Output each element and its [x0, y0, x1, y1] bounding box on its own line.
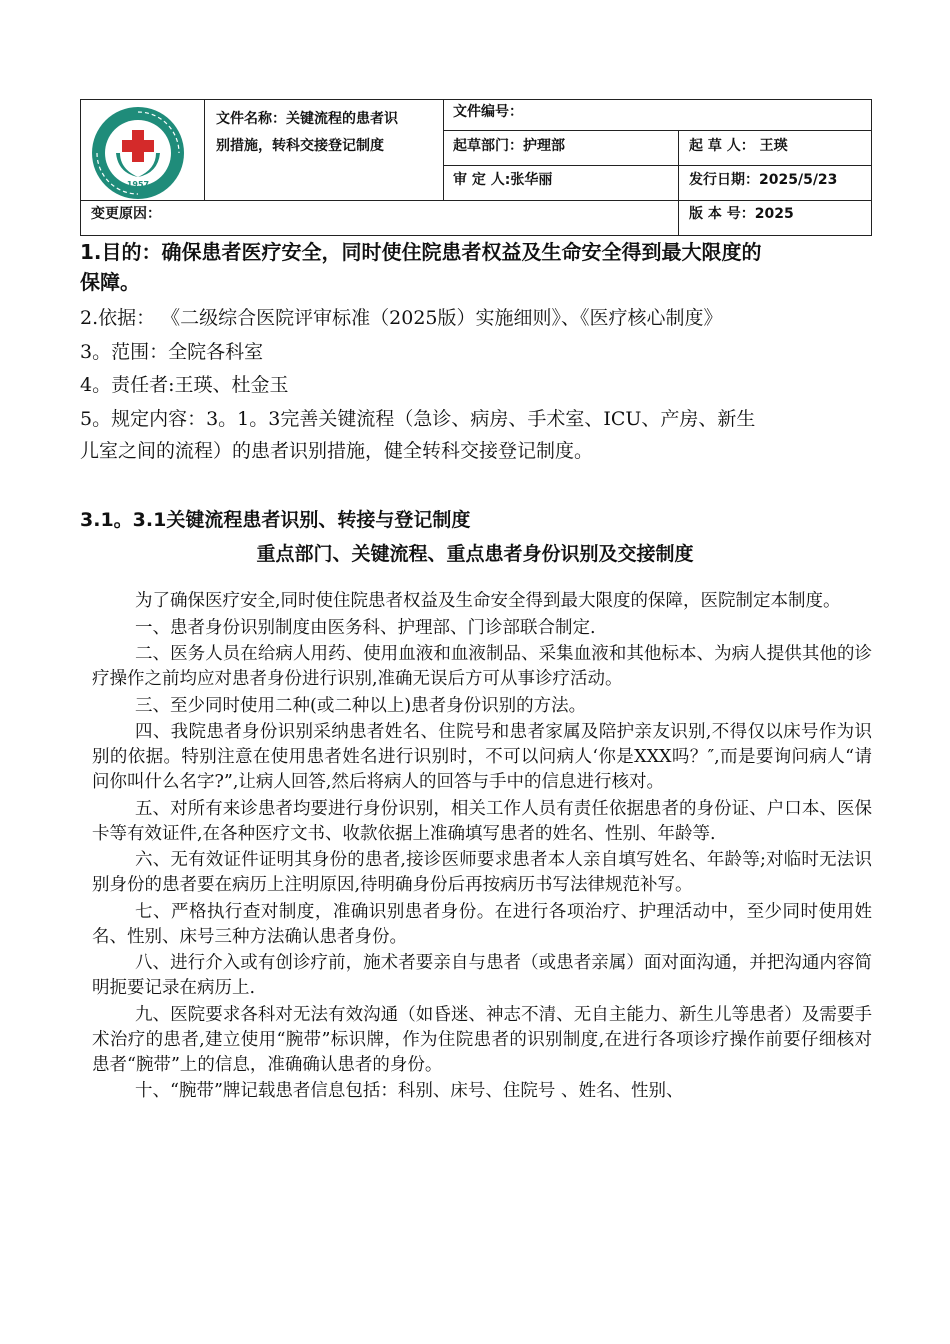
section-subtitle: 3.1。3.1关键流程患者识别、转接与登记制度	[80, 509, 471, 531]
logo-year: 1957	[126, 180, 150, 189]
policy-body	[92, 589, 872, 1106]
content-line1: 5。规定内容：3。1。3完善关键流程（急诊、病房、手术室、ICU、产房、新生	[80, 408, 756, 430]
version-number: 版 本 号：2025	[689, 206, 794, 222]
policy-paragraph: 一、患者身份识别制度由医务科、护理部、门诊部联合制定.	[135, 617, 596, 638]
content-line2: 儿室之间的流程）的患者识别措施，健全转科交接登记制度。	[80, 440, 594, 462]
reviewer: 审 定 人:张华丽	[453, 172, 553, 188]
basis-line: 2.依据： 《二级综合医院评审标准（2025版）实施细则》、《医疗核心制度》	[80, 307, 723, 329]
policy-paragraph: 四、我院患者身份识别采纳患者姓名、住院号和患者家属及陪护亲友识别,不得仅以床号作为识别的依据。特别注意在使用患者姓名进行识别时，不可以问病人‘你是XXX吗？″,而是要询问病人“请问你叫什么名字?”,让病人回答,然后将病人的回答与手中的信息进行核对。	[92, 722, 872, 792]
hospital-logo	[90, 105, 186, 201]
policy-paragraph: 二、医务人员在给病人用药、使用血液和血液制品、采集血液和其他标本、为病人提供其他的诊疗操作之前均应对患者身份进行识别,准确无误后方可从事诊疗活动。	[92, 644, 872, 689]
center-title: 重点部门、关键流程、重点患者身份识别及交接制度	[256, 543, 694, 565]
file-name-line2: 别措施，转科交接登记制度	[216, 138, 384, 154]
file-number-label: 文件编号：	[453, 104, 523, 120]
file-name-line1: 文件名称：关键流程的患者识	[216, 111, 398, 127]
policy-paragraph: 五、对所有来诊患者均要进行身份识别，相关工作人员有责任依据患者的身份证、户口本、医保卡等有效证件,在各种医疗文书、收款依据上准确填写患者的姓名、性别、年龄等.	[92, 798, 872, 844]
document-header-table	[80, 99, 872, 236]
policy-paragraph: 三、至少同时使用二种(或二种以上)患者身份识别的方法。	[135, 695, 587, 716]
policy-paragraph: 为了确保医疗安全,同时使住院患者权益及生命安全得到最大限度的保障，医院制定本制度。	[135, 591, 841, 611]
change-reason-label: 变更原因：	[91, 206, 161, 222]
policy-paragraph: 六、无有效证件证明其身份的患者,接诊医师要求患者本人亲自填写姓名、年龄等;对临时无法识别身份的患者要在病历上注明原因,待明确身份后再按病历书写法律规范补写。	[92, 850, 872, 895]
policy-paragraph: 九、医院要求各科对无法有效沟通（如昏迷、神志不清、无自主能力、新生儿等患者）及需要手术治疗的患者,建立使用“腕带”标识牌，作为住院患者的识别制度,在进行各项诊疗操作前要仔细核对患者“腕带”上的信息，准确确认患者的身份。	[92, 1004, 872, 1075]
policy-paragraph: 七、严格执行查对制度，准确识别患者身份。在进行各项治疗、护理活动中，至少同时使用姓名、性别、床号三种方法确认患者身份。	[92, 901, 872, 947]
purpose-line2: 保障。	[80, 270, 140, 294]
drafter: 起 草 人： 王瑛	[689, 138, 788, 154]
issue-date: 发行日期：2025/5/23	[689, 172, 838, 188]
policy-paragraph: 八、进行介入或有创诊疗前，施术者要亲自与患者（或患者亲属）面对面沟通，并把沟通内容简明扼要记录在病历上.	[92, 953, 872, 998]
draft-department: 起草部门：护理部	[453, 138, 565, 154]
purpose-line1: 1.目的：确保患者医疗安全，同时使住院患者权益及生命安全得到最大限度的	[80, 240, 762, 264]
scope-line: 3。范围：全院各科室	[80, 341, 264, 363]
responsible-line: 4。责任者:王瑛、杜金玉	[80, 374, 289, 396]
policy-paragraph: 十、“腕带”牌记载患者信息包括：科别、床号、住院号 、姓名、性别、	[135, 1081, 684, 1101]
